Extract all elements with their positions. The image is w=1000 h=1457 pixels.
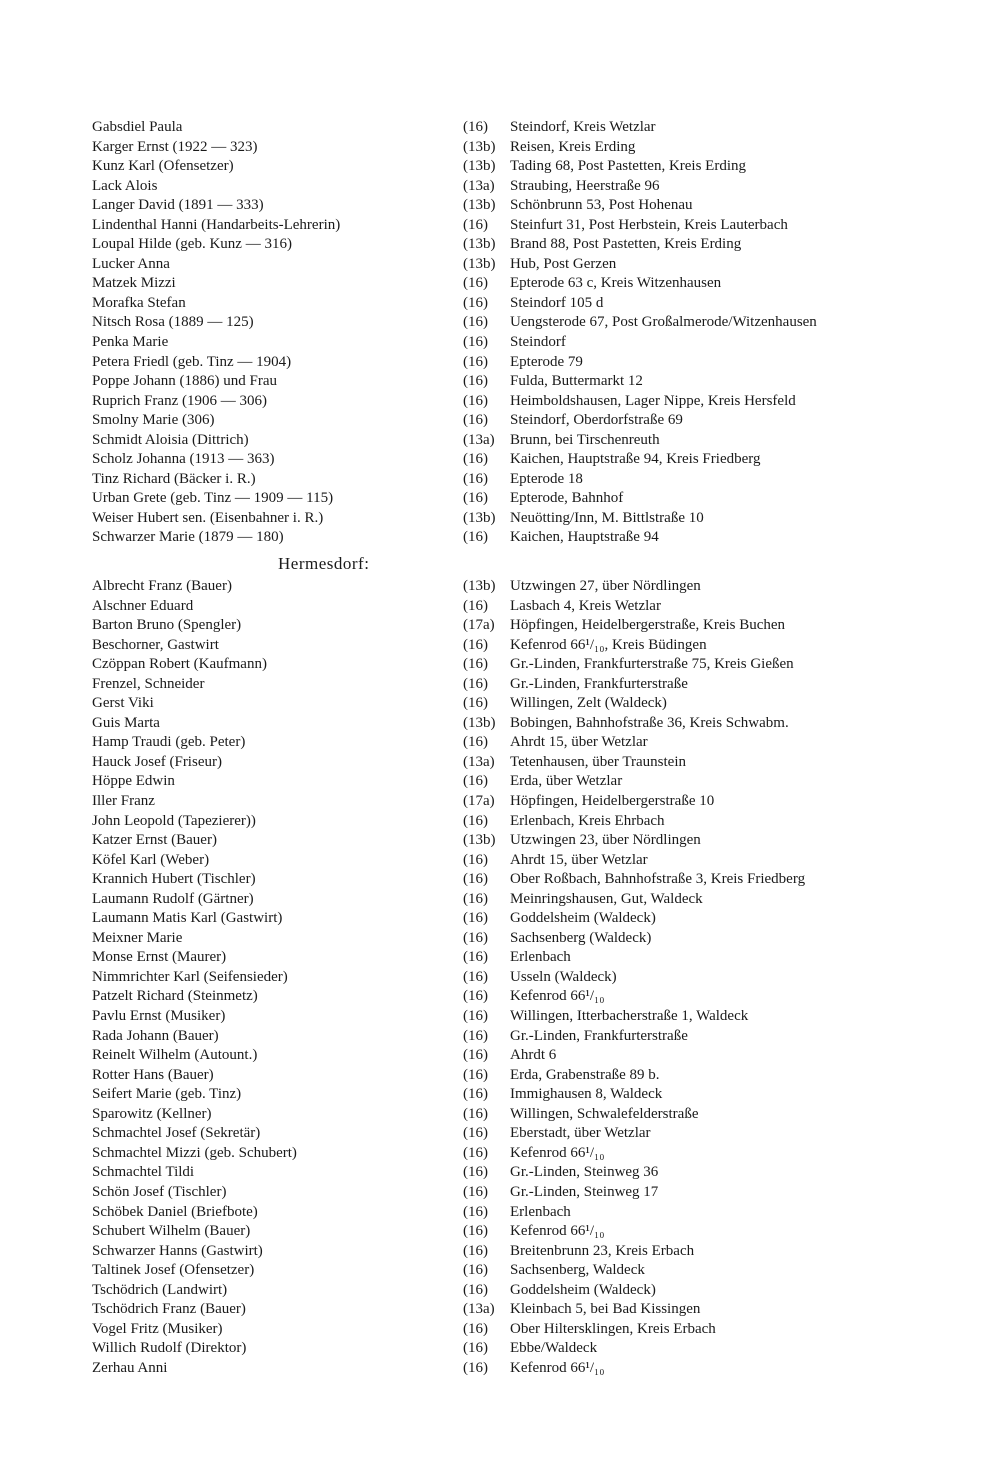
- address: Breitenbrunn 23, Kreis Erbach: [510, 1242, 695, 1259]
- address: Höpfingen, Heidelbergerstraße 10: [510, 793, 715, 810]
- person-name: Zerhau Anni: [92, 1359, 168, 1376]
- list-item: [0, 509, 1000, 529]
- list-item: [0, 1222, 1000, 1242]
- address: Erlenbach: [510, 949, 571, 966]
- list-item: [0, 772, 1000, 792]
- address: Gr.-Linden, Frankfurterstraße 75, Kreis Gießen: [510, 656, 794, 673]
- address: Kaichen, Hauptstraße 94, Kreis Friedberg: [510, 451, 761, 468]
- person-name: Tschödrich Franz (Bauer): [92, 1301, 246, 1318]
- address: Reisen, Kreis Erding: [510, 138, 636, 155]
- list-item: [0, 470, 1000, 490]
- address: Sachsenberg (Waldeck): [510, 929, 652, 946]
- postal-zone-code: (13b): [463, 578, 496, 594]
- person-name: Nitsch Rosa (1889 — 125): [92, 314, 254, 331]
- person-name: Barton Bruno (Spengler): [92, 617, 242, 634]
- postal-zone-code: (16): [463, 890, 488, 907]
- address: Höpfingen, Heidelbergerstraße, Kreis Buchen: [510, 617, 786, 634]
- address: Brunn, bei Tirschenreuth: [510, 431, 660, 448]
- address: Kefenrod 66¹/₁₀, Kreis Büdingen: [510, 636, 707, 653]
- postal-zone-code: (13a): [463, 753, 495, 770]
- person-name: Lucker Anna: [92, 255, 170, 272]
- postal-zone-code: (16): [463, 1008, 488, 1025]
- postal-zone-code: (16): [463, 334, 488, 351]
- postal-zone-code: (13b): [463, 714, 496, 731]
- list-item: [0, 1085, 1000, 1105]
- address-list-section-1: [0, 118, 1000, 548]
- address: Usseln (Waldeck): [510, 968, 617, 985]
- list-item: [0, 1261, 1000, 1281]
- address: Neuötting/Inn, M. Bittlstraße 10: [510, 509, 704, 526]
- person-name: Albrecht Franz (Bauer): [92, 578, 232, 594]
- list-item: [0, 714, 1000, 734]
- address: Ebbe/Waldeck: [510, 1340, 598, 1357]
- person-name: Morafka Stefan: [92, 294, 186, 311]
- postal-zone-code: (13b): [463, 509, 496, 526]
- person-name: Urban Grete (geb. Tinz — 1909 — 115): [92, 490, 334, 507]
- person-name: Rotter Hans (Bauer): [92, 1066, 214, 1083]
- postal-zone-code: (13b): [463, 832, 496, 849]
- address: Hub, Post Gerzen: [510, 255, 617, 272]
- address: Utzwingen 27, über Nördlingen: [510, 578, 701, 594]
- address: Straubing, Heerstraße 96: [510, 177, 660, 194]
- address: Tading 68, Post Pastetten, Kreis Erding: [510, 158, 747, 175]
- list-item: [0, 675, 1000, 695]
- address: Fulda, Buttermarkt 12: [510, 373, 643, 390]
- list-item: [0, 890, 1000, 910]
- person-name: Schmachtel Mizzi (geb. Schubert): [92, 1144, 297, 1161]
- address: Heimboldshausen, Lager Nippe, Kreis Hersfeld: [510, 392, 796, 409]
- address: Utzwingen 23, über Nördlingen: [510, 832, 701, 849]
- list-item: [0, 255, 1000, 275]
- postal-zone-code: (16): [463, 470, 488, 487]
- list-item: [0, 948, 1000, 968]
- person-name: Patzelt Richard (Steinmetz): [92, 988, 258, 1005]
- person-name: Vogel Fritz (Musiker): [92, 1320, 223, 1337]
- address: Gr.-Linden, Steinweg 17: [510, 1183, 659, 1200]
- person-name: Smolny Marie (306): [92, 412, 215, 429]
- person-name: Gabsdiel Paula: [92, 119, 183, 135]
- list-item: [0, 987, 1000, 1007]
- address: Epterode 63 c, Kreis Witzenhausen: [510, 275, 722, 292]
- postal-zone-code: (16): [463, 1359, 488, 1376]
- person-name: Schwarzer Hanns (Gastwirt): [92, 1242, 263, 1259]
- list-item: [0, 753, 1000, 773]
- person-name: Monse Ernst (Maurer): [92, 949, 227, 966]
- person-name: Petera Friedl (geb. Tinz — 1904): [92, 353, 292, 370]
- list-item: [0, 1163, 1000, 1183]
- address: Willingen, Schwalefelderstraße: [510, 1105, 699, 1122]
- postal-zone-code: (13a): [463, 431, 495, 448]
- person-name: Rada Johann (Bauer): [92, 1027, 219, 1044]
- person-name: Langer David (1891 — 333): [92, 197, 264, 214]
- address: Uengsterode 67, Post Großalmerode/Witzenhausen: [510, 314, 817, 331]
- person-name: Weiser Hubert sen. (Eisenbahner i. R.): [92, 509, 324, 526]
- postal-zone-code: (16): [463, 1144, 488, 1161]
- address: Goddelsheim (Waldeck): [510, 910, 656, 927]
- postal-zone-code: (13b): [463, 255, 496, 272]
- address: Ahrdt 15, über Wetzlar: [510, 851, 648, 868]
- person-name: Tinz Richard (Bäcker i. R.): [92, 470, 256, 487]
- postal-zone-code: (16): [463, 216, 488, 233]
- person-name: Tschödrich (Landwirt): [92, 1281, 228, 1298]
- list-item: [0, 392, 1000, 412]
- list-item: [0, 118, 1000, 138]
- address: Steindorf: [510, 334, 566, 351]
- person-name: Seifert Marie (geb. Tinz): [92, 1086, 242, 1103]
- person-name: Frenzel, Schneider: [92, 675, 205, 692]
- postal-zone-code: (17a): [463, 617, 495, 634]
- postal-zone-code: (16): [463, 675, 488, 692]
- address: Ober Hiltersklingen, Kreis Erbach: [510, 1320, 716, 1337]
- postal-zone-code: (16): [463, 1066, 488, 1083]
- postal-zone-code: (13a): [463, 177, 495, 194]
- address: Steindorf, Oberdorfstraße 69: [510, 412, 683, 429]
- person-name: Willich Rudolf (Direktor): [92, 1340, 247, 1357]
- list-item: [0, 1281, 1000, 1301]
- person-name: Hamp Traudi (geb. Peter): [92, 734, 246, 751]
- list-item: [0, 1339, 1000, 1359]
- person-name: Hauck Josef (Friseur): [92, 753, 222, 770]
- list-item: [0, 138, 1000, 158]
- list-item: [0, 196, 1000, 216]
- address: Eberstadt, über Wetzlar: [510, 1125, 651, 1142]
- postal-zone-code: (16): [463, 314, 488, 331]
- address: Kefenrod 66¹/₁₀: [510, 1144, 605, 1161]
- postal-zone-code: (16): [463, 1125, 488, 1142]
- postal-zone-code: (16): [463, 529, 488, 546]
- postal-zone-code: (16): [463, 1047, 488, 1064]
- person-name: Laumann Matis Karl (Gastwirt): [92, 910, 283, 927]
- person-name: Pavlu Ernst (Musiker): [92, 1008, 226, 1025]
- postal-zone-code: (16): [463, 851, 488, 868]
- list-item: [0, 372, 1000, 392]
- postal-zone-code: (16): [463, 451, 488, 468]
- person-name: Czöppan Robert (Kaufmann): [92, 656, 267, 673]
- person-name: Reinelt Wilhelm (Autount.): [92, 1047, 258, 1064]
- address: Erlenbach, Kreis Ehrbach: [510, 812, 665, 829]
- person-name: Schmachtel Josef (Sekretär): [92, 1125, 261, 1142]
- postal-zone-code: (16): [463, 871, 488, 888]
- list-item: [0, 157, 1000, 177]
- postal-zone-code: (16): [463, 1320, 488, 1337]
- list-item: [0, 1046, 1000, 1066]
- person-name: Schöbek Daniel (Briefbote): [92, 1203, 258, 1220]
- postal-zone-code: (16): [463, 695, 488, 712]
- list-item: [0, 1066, 1000, 1086]
- address: Ahrdt 15, über Wetzlar: [510, 734, 648, 751]
- postal-zone-code: (16): [463, 1105, 488, 1122]
- person-name: Loupal Hilde (geb. Kunz — 316): [92, 236, 292, 253]
- address: Ahrdt 6: [510, 1047, 557, 1064]
- person-name: Laumann Rudolf (Gärtner): [92, 890, 254, 907]
- person-name: Schwarzer Marie (1879 — 180): [92, 529, 284, 546]
- person-name: Lack Alois: [92, 177, 158, 194]
- list-item: [0, 694, 1000, 714]
- address-list-section-2: [0, 577, 1000, 1378]
- person-name: Matzek Mizzi: [92, 275, 176, 292]
- list-item: [0, 851, 1000, 871]
- person-name: Kunz Karl (Ofensetzer): [92, 158, 234, 175]
- list-item: [0, 294, 1000, 314]
- postal-zone-code: (16): [463, 1164, 488, 1181]
- list-item: [0, 177, 1000, 197]
- list-item: [0, 968, 1000, 988]
- person-name: Schmidt Aloisia (Dittrich): [92, 431, 249, 448]
- address: Willingen, Itterbacherstraße 1, Waldeck: [510, 1008, 749, 1025]
- postal-zone-code: (16): [463, 656, 488, 673]
- list-item: [0, 313, 1000, 333]
- postal-zone-code: (16): [463, 1203, 488, 1220]
- postal-zone-code: (17a): [463, 793, 495, 810]
- address: Goddelsheim (Waldeck): [510, 1281, 656, 1298]
- address: Erda, Grabenstraße 89 b.: [510, 1066, 660, 1083]
- list-item: [0, 655, 1000, 675]
- postal-zone-code: (16): [463, 1027, 488, 1044]
- list-item: [0, 489, 1000, 509]
- person-name: Sparowitz (Kellner): [92, 1105, 212, 1122]
- list-item: [0, 929, 1000, 949]
- person-name: Nimmrichter Karl (Seifensieder): [92, 968, 288, 985]
- address: Immighausen 8, Waldeck: [510, 1086, 663, 1103]
- person-name: Ruprich Franz (1906 — 306): [92, 392, 267, 409]
- address: Epterode 18: [510, 470, 583, 487]
- address: Schönbrunn 53, Post Hohenau: [510, 197, 693, 214]
- address: Kefenrod 66¹/₁₀: [510, 988, 605, 1005]
- section-heading-hermesdorf: Hermesdorf:: [278, 554, 370, 573]
- postal-zone-code: (13b): [463, 158, 496, 175]
- list-item: [0, 1320, 1000, 1340]
- postal-zone-code: (16): [463, 910, 488, 927]
- address: Bobingen, Bahnhofstraße 36, Kreis Schwabm.: [510, 714, 789, 731]
- postal-zone-code: (16): [463, 294, 488, 311]
- person-name: Höppe Edwin: [92, 773, 175, 790]
- person-name: Schön Josef (Tischler): [92, 1183, 227, 1200]
- postal-zone-code: (16): [463, 988, 488, 1005]
- address: Lasbach 4, Kreis Wetzlar: [510, 597, 661, 614]
- address: Willingen, Zelt (Waldeck): [510, 695, 667, 712]
- address: Sachsenberg, Waldeck: [510, 1262, 645, 1279]
- address: Kleinbach 5, bei Bad Kissingen: [510, 1301, 701, 1318]
- person-name: Krannich Hubert (Tischler): [92, 871, 256, 888]
- list-item: [0, 1300, 1000, 1320]
- address: Gr.-Linden, Frankfurterstraße: [510, 675, 688, 692]
- list-item: [0, 733, 1000, 753]
- list-item: [0, 274, 1000, 294]
- postal-zone-code: (16): [463, 597, 488, 614]
- list-item: [0, 1027, 1000, 1047]
- postal-zone-code: (16): [463, 1262, 488, 1279]
- list-item: [0, 1144, 1000, 1164]
- list-item: [0, 528, 1000, 548]
- address: Gr.-Linden, Steinweg 36: [510, 1164, 659, 1181]
- person-name: Iller Franz: [92, 793, 155, 810]
- list-item: [0, 353, 1000, 373]
- person-name: Köfel Karl (Weber): [92, 851, 210, 868]
- person-name: Gerst Viki: [92, 695, 154, 712]
- postal-zone-code: (16): [463, 636, 488, 653]
- address: Kefenrod 66¹/₁₀: [510, 1359, 605, 1376]
- address: Gr.-Linden, Frankfurterstraße: [510, 1027, 688, 1044]
- postal-zone-code: (16): [463, 968, 488, 985]
- postal-zone-code: (13b): [463, 138, 496, 155]
- person-name: Penka Marie: [92, 334, 169, 351]
- list-item: [0, 411, 1000, 431]
- person-name: Karger Ernst (1922 — 323): [92, 138, 258, 155]
- postal-zone-code: (16): [463, 734, 488, 751]
- postal-zone-code: (16): [463, 392, 488, 409]
- list-item: [0, 1007, 1000, 1027]
- person-name: Katzer Ernst (Bauer): [92, 832, 217, 849]
- list-item: [0, 216, 1000, 236]
- postal-zone-code: (13b): [463, 236, 496, 253]
- postal-zone-code: (16): [463, 1086, 488, 1103]
- list-item: [0, 616, 1000, 636]
- postal-zone-code: (16): [463, 1183, 488, 1200]
- postal-zone-code: (16): [463, 949, 488, 966]
- list-item: [0, 1124, 1000, 1144]
- address: Brand 88, Post Pastetten, Kreis Erding: [510, 236, 742, 253]
- address: Steindorf 105 d: [510, 294, 604, 311]
- postal-zone-code: (16): [463, 1242, 488, 1259]
- address: Steindorf, Kreis Wetzlar: [510, 119, 656, 135]
- list-item: [0, 812, 1000, 832]
- address: Epterode 79: [510, 353, 583, 370]
- list-item: [0, 431, 1000, 451]
- list-item: [0, 831, 1000, 851]
- postal-zone-code: (16): [463, 1223, 488, 1240]
- person-name: Taltinek Josef (Ofensetzer): [92, 1262, 255, 1279]
- postal-zone-code: (16): [463, 490, 488, 507]
- person-name: Lindenthal Hanni (Handarbeits-Lehrerin): [92, 216, 341, 233]
- address: Erda, über Wetzlar: [510, 773, 623, 790]
- address: Erlenbach: [510, 1203, 571, 1220]
- address: Kefenrod 66¹/₁₀: [510, 1223, 605, 1240]
- address: Ober Roßbach, Bahnhofstraße 3, Kreis Friedberg: [510, 871, 806, 888]
- person-name: Guis Marta: [92, 714, 160, 731]
- postal-zone-code: (16): [463, 353, 488, 370]
- list-item: [0, 1183, 1000, 1203]
- postal-zone-code: (16): [463, 929, 488, 946]
- list-item: [0, 333, 1000, 353]
- list-item: [0, 1105, 1000, 1125]
- list-item: [0, 909, 1000, 929]
- postal-zone-code: (16): [463, 812, 488, 829]
- postal-zone-code: (16): [463, 275, 488, 292]
- list-item: [0, 870, 1000, 890]
- person-name: Schmachtel Tildi: [92, 1164, 195, 1181]
- address: Steinfurt 31, Post Herbstein, Kreis Lauterbach: [510, 216, 788, 233]
- address: Tetenhausen, über Traunstein: [510, 753, 687, 770]
- postal-zone-code: (16): [463, 412, 488, 429]
- person-name: Poppe Johann (1886) und Frau: [92, 373, 277, 390]
- list-item: [0, 792, 1000, 812]
- list-item: [0, 577, 1000, 597]
- person-name: Schubert Wilhelm (Bauer): [92, 1223, 251, 1240]
- person-name: John Leopold (Tapezierer)): [92, 812, 256, 829]
- postal-zone-code: (13b): [463, 197, 496, 214]
- list-item: [0, 235, 1000, 255]
- postal-zone-code: (16): [463, 119, 488, 135]
- list-item: [0, 597, 1000, 617]
- list-item: [0, 636, 1000, 656]
- list-item: [0, 450, 1000, 470]
- postal-zone-code: (16): [463, 373, 488, 390]
- postal-zone-code: (13a): [463, 1301, 495, 1318]
- person-name: Meixner Marie: [92, 929, 183, 946]
- list-item: [0, 1359, 1000, 1379]
- postal-zone-code: (16): [463, 1281, 488, 1298]
- address: Epterode, Bahnhof: [510, 490, 624, 507]
- person-name: Alschner Eduard: [92, 597, 194, 614]
- list-item: [0, 1203, 1000, 1223]
- person-name: Scholz Johanna (1913 — 363): [92, 451, 275, 468]
- person-name: Beschorner, Gastwirt: [92, 636, 219, 653]
- list-item: [0, 1242, 1000, 1262]
- postal-zone-code: (16): [463, 773, 488, 790]
- address: Kaichen, Hauptstraße 94: [510, 529, 659, 546]
- postal-zone-code: (16): [463, 1340, 488, 1357]
- address: Meinringshausen, Gut, Waldeck: [510, 890, 703, 907]
